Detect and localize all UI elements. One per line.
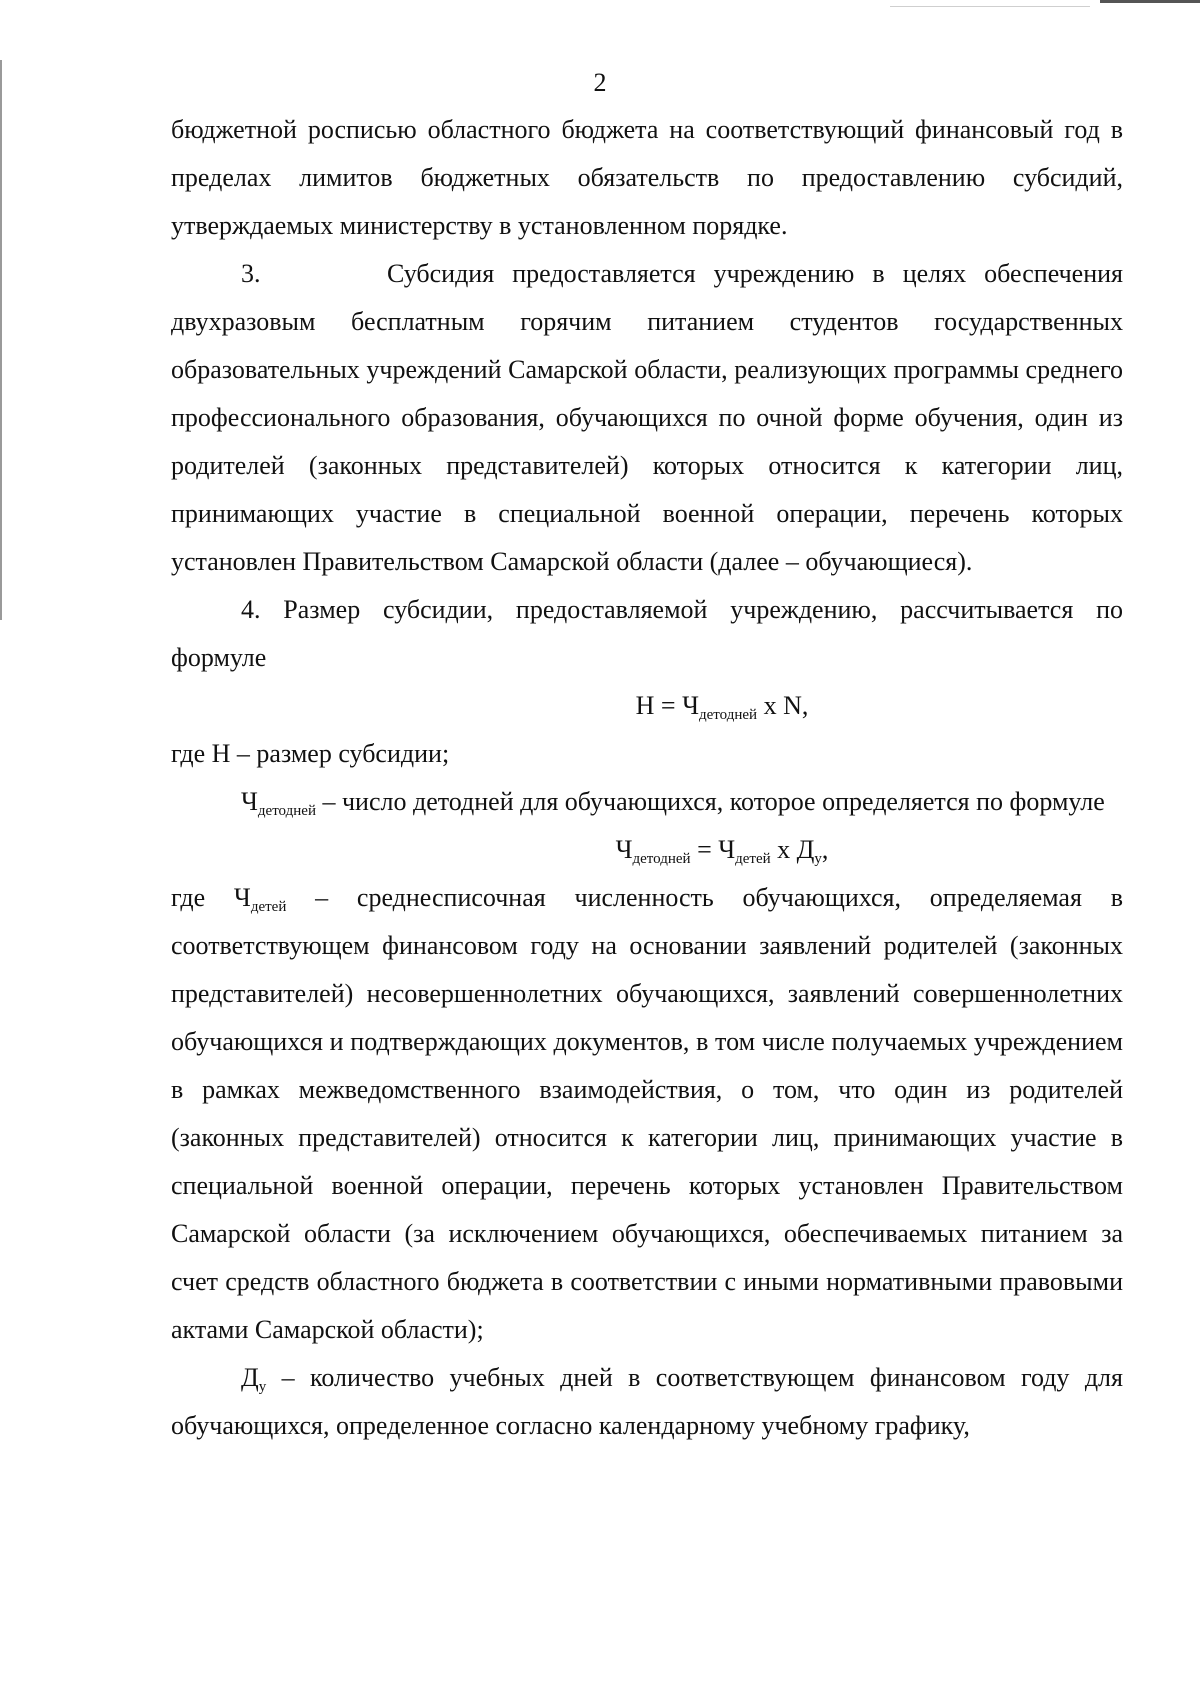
paragraph-3: 3. Субсидия предоставляется учреждению в целях обеспечения двухразовым бесплатным горячим питанием студентов государственных образовательных учреждений Самарской области, реализующих программы среднего профессионального образования, обучающихся по очной форме обучения, один из родителей (законных представителей) которых относится к категории лиц, принимающих участие в специальной военной операции, перечень которых установлен Правительством Самарской области (далее – обучающиеся). [171,259,1123,576]
definition-childdays-text: – число детодней для обучающихся, которое определяется по формуле [315,787,1105,816]
definition-days-text: – количество учебных дней в соответствующем финансовом году для обучающихся, определенное согласно календарному учебному графику, [171,1363,1123,1440]
definition-childdays-symbol: Ч [241,787,258,816]
formula-subsidy-sub: детодней [699,707,758,723]
page-number: 2 [593,68,607,97]
formula-childdays-b: = Ч [690,835,736,864]
formula-subsidy-right: х N, [757,691,809,720]
formula-childdays-a-sub: детодней [632,851,691,867]
formula-subsidy-left: Н = Ч [635,691,699,720]
definition-children-sub: детей [250,899,287,915]
definition-children [171,874,1123,1354]
definition-days-symbol: Д [241,1363,259,1392]
formula-childdays-c-sub: у [814,851,822,867]
formula-subsidy [171,682,1123,730]
document-body [171,106,1123,1450]
definition-days [171,1354,1123,1450]
paragraph-budget: бюджетной росписью областного бюджета на соответствующий финансовый год в пределах лимитов бюджетных обязательств по предоставлению субсидий, утверждаемых министерству в установленном порядке. [171,115,1123,240]
formula-childdays [171,826,1123,874]
definition-children-lead: где Ч [171,883,251,912]
scan-edge-mark [0,60,2,620]
definition-childdays [171,778,1123,826]
definition-children-text: – среднесписочная численность обучающихся, определяемая в соответствующем финансовом году на основании заявлений родителей (законных представителей) несовершеннолетних обучающихся, заявлений совершеннолетних обучающихся и подтверждающих документов, в том числе получаемых учреждением в рамках межведомственного взаимодействия, о том, что один из родителей (законных представителей) относится к категории лиц, принимающих участие в специальной военной операции, перечень которых установлен Правительством Самарской области (за исключением обучающихся, обеспечиваемых питанием за счет средств областного бюджета в соответствии с иными нормативными правовыми актами Самарской области); [171,883,1123,1344]
formula-childdays-c: х Д [770,835,815,864]
formula-childdays-a: Ч [615,835,633,864]
definition-days-sub: у [258,1379,267,1395]
scan-top-mark [1100,0,1200,3]
scan-top-line [890,6,1090,7]
formula-childdays-b-sub: детей [735,851,771,867]
formula-childdays-d: , [821,835,829,864]
definition-childdays-sub: детодней [257,803,316,819]
definition-h: где Н – размер субсидии; [171,739,450,768]
paragraph-4: 4. Размер субсидии, предоставляемой учреждению, рассчитывается по формуле [171,595,1123,672]
